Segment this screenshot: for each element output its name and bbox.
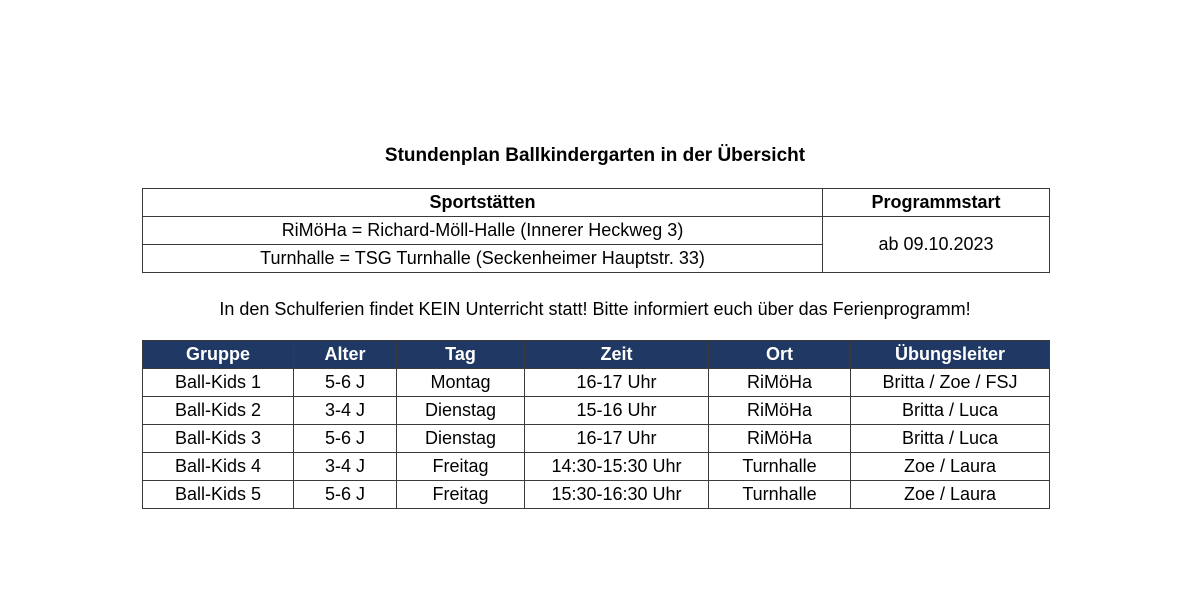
cell-uebungsleiter: Zoe / Laura <box>851 453 1050 481</box>
column-header-alter: Alter <box>294 341 397 369</box>
cell-uebungsleiter: Britta / Luca <box>851 397 1050 425</box>
column-header-gruppe: Gruppe <box>143 341 294 369</box>
cell-gruppe: Ball-Kids 2 <box>143 397 294 425</box>
venues-table <box>142 188 1050 273</box>
cell-gruppe: Ball-Kids 1 <box>143 369 294 397</box>
table-row <box>143 425 1050 453</box>
holiday-notice: In den Schulferien findet KEIN Unterricht statt! Bitte informiert euch über das Ferienprogramm! <box>219 299 971 319</box>
cell-uebungsleiter: Zoe / Laura <box>851 481 1050 509</box>
column-header-ort: Ort <box>709 341 851 369</box>
table-row <box>143 397 1050 425</box>
cell-tag: Freitag <box>397 453 525 481</box>
cell-alter: 5-6 J <box>294 425 397 453</box>
cell-ort: RiMöHa <box>709 369 851 397</box>
column-header-zeit: Zeit <box>525 341 709 369</box>
cell-uebungsleiter: Britta / Zoe / FSJ <box>851 369 1050 397</box>
cell-tag: Dienstag <box>397 397 525 425</box>
cell-ort: Turnhalle <box>709 481 851 509</box>
cell-zeit: 14:30-15:30 Uhr <box>525 453 709 481</box>
cell-zeit: 16-17 Uhr <box>525 369 709 397</box>
cell-zeit: 15-16 Uhr <box>525 397 709 425</box>
cell-alter: 5-6 J <box>294 481 397 509</box>
page-title: Stundenplan Ballkindergarten in der Übersicht <box>384 145 806 166</box>
table-row <box>143 453 1050 481</box>
venues-header-row <box>143 189 1050 217</box>
venues-header-sportstaetten: Sportstätten <box>143 189 823 217</box>
cell-zeit: 16-17 Uhr <box>525 425 709 453</box>
program-start-date: ab 09.10.2023 <box>823 217 1050 273</box>
column-header-tag: Tag <box>397 341 525 369</box>
venues-header-programmstart: Programmstart <box>823 189 1050 217</box>
cell-ort: Turnhalle <box>709 453 851 481</box>
cell-alter: 3-4 J <box>294 397 397 425</box>
cell-tag: Freitag <box>397 481 525 509</box>
schedule-header-row <box>143 341 1050 369</box>
venue-turnhalle: Turnhalle = TSG Turnhalle (Seckenheimer Hauptstr. 33) <box>143 245 823 273</box>
cell-alter: 3-4 J <box>294 453 397 481</box>
schedule-table <box>142 340 1050 509</box>
cell-tag: Montag <box>397 369 525 397</box>
table-row <box>143 481 1050 509</box>
cell-uebungsleiter: Britta / Luca <box>851 425 1050 453</box>
venue-rimoeha: RiMöHa = Richard-Möll-Halle (Innerer Heckweg 3) <box>143 217 823 245</box>
table-row <box>143 369 1050 397</box>
cell-tag: Dienstag <box>397 425 525 453</box>
cell-gruppe: Ball-Kids 5 <box>143 481 294 509</box>
column-header-uebungsleiter: Übungsleiter <box>851 341 1050 369</box>
venue-row <box>143 217 1050 245</box>
cell-ort: RiMöHa <box>709 397 851 425</box>
cell-gruppe: Ball-Kids 3 <box>143 425 294 453</box>
cell-gruppe: Ball-Kids 4 <box>143 453 294 481</box>
cell-zeit: 15:30-16:30 Uhr <box>525 481 709 509</box>
cell-alter: 5-6 J <box>294 369 397 397</box>
cell-ort: RiMöHa <box>709 425 851 453</box>
